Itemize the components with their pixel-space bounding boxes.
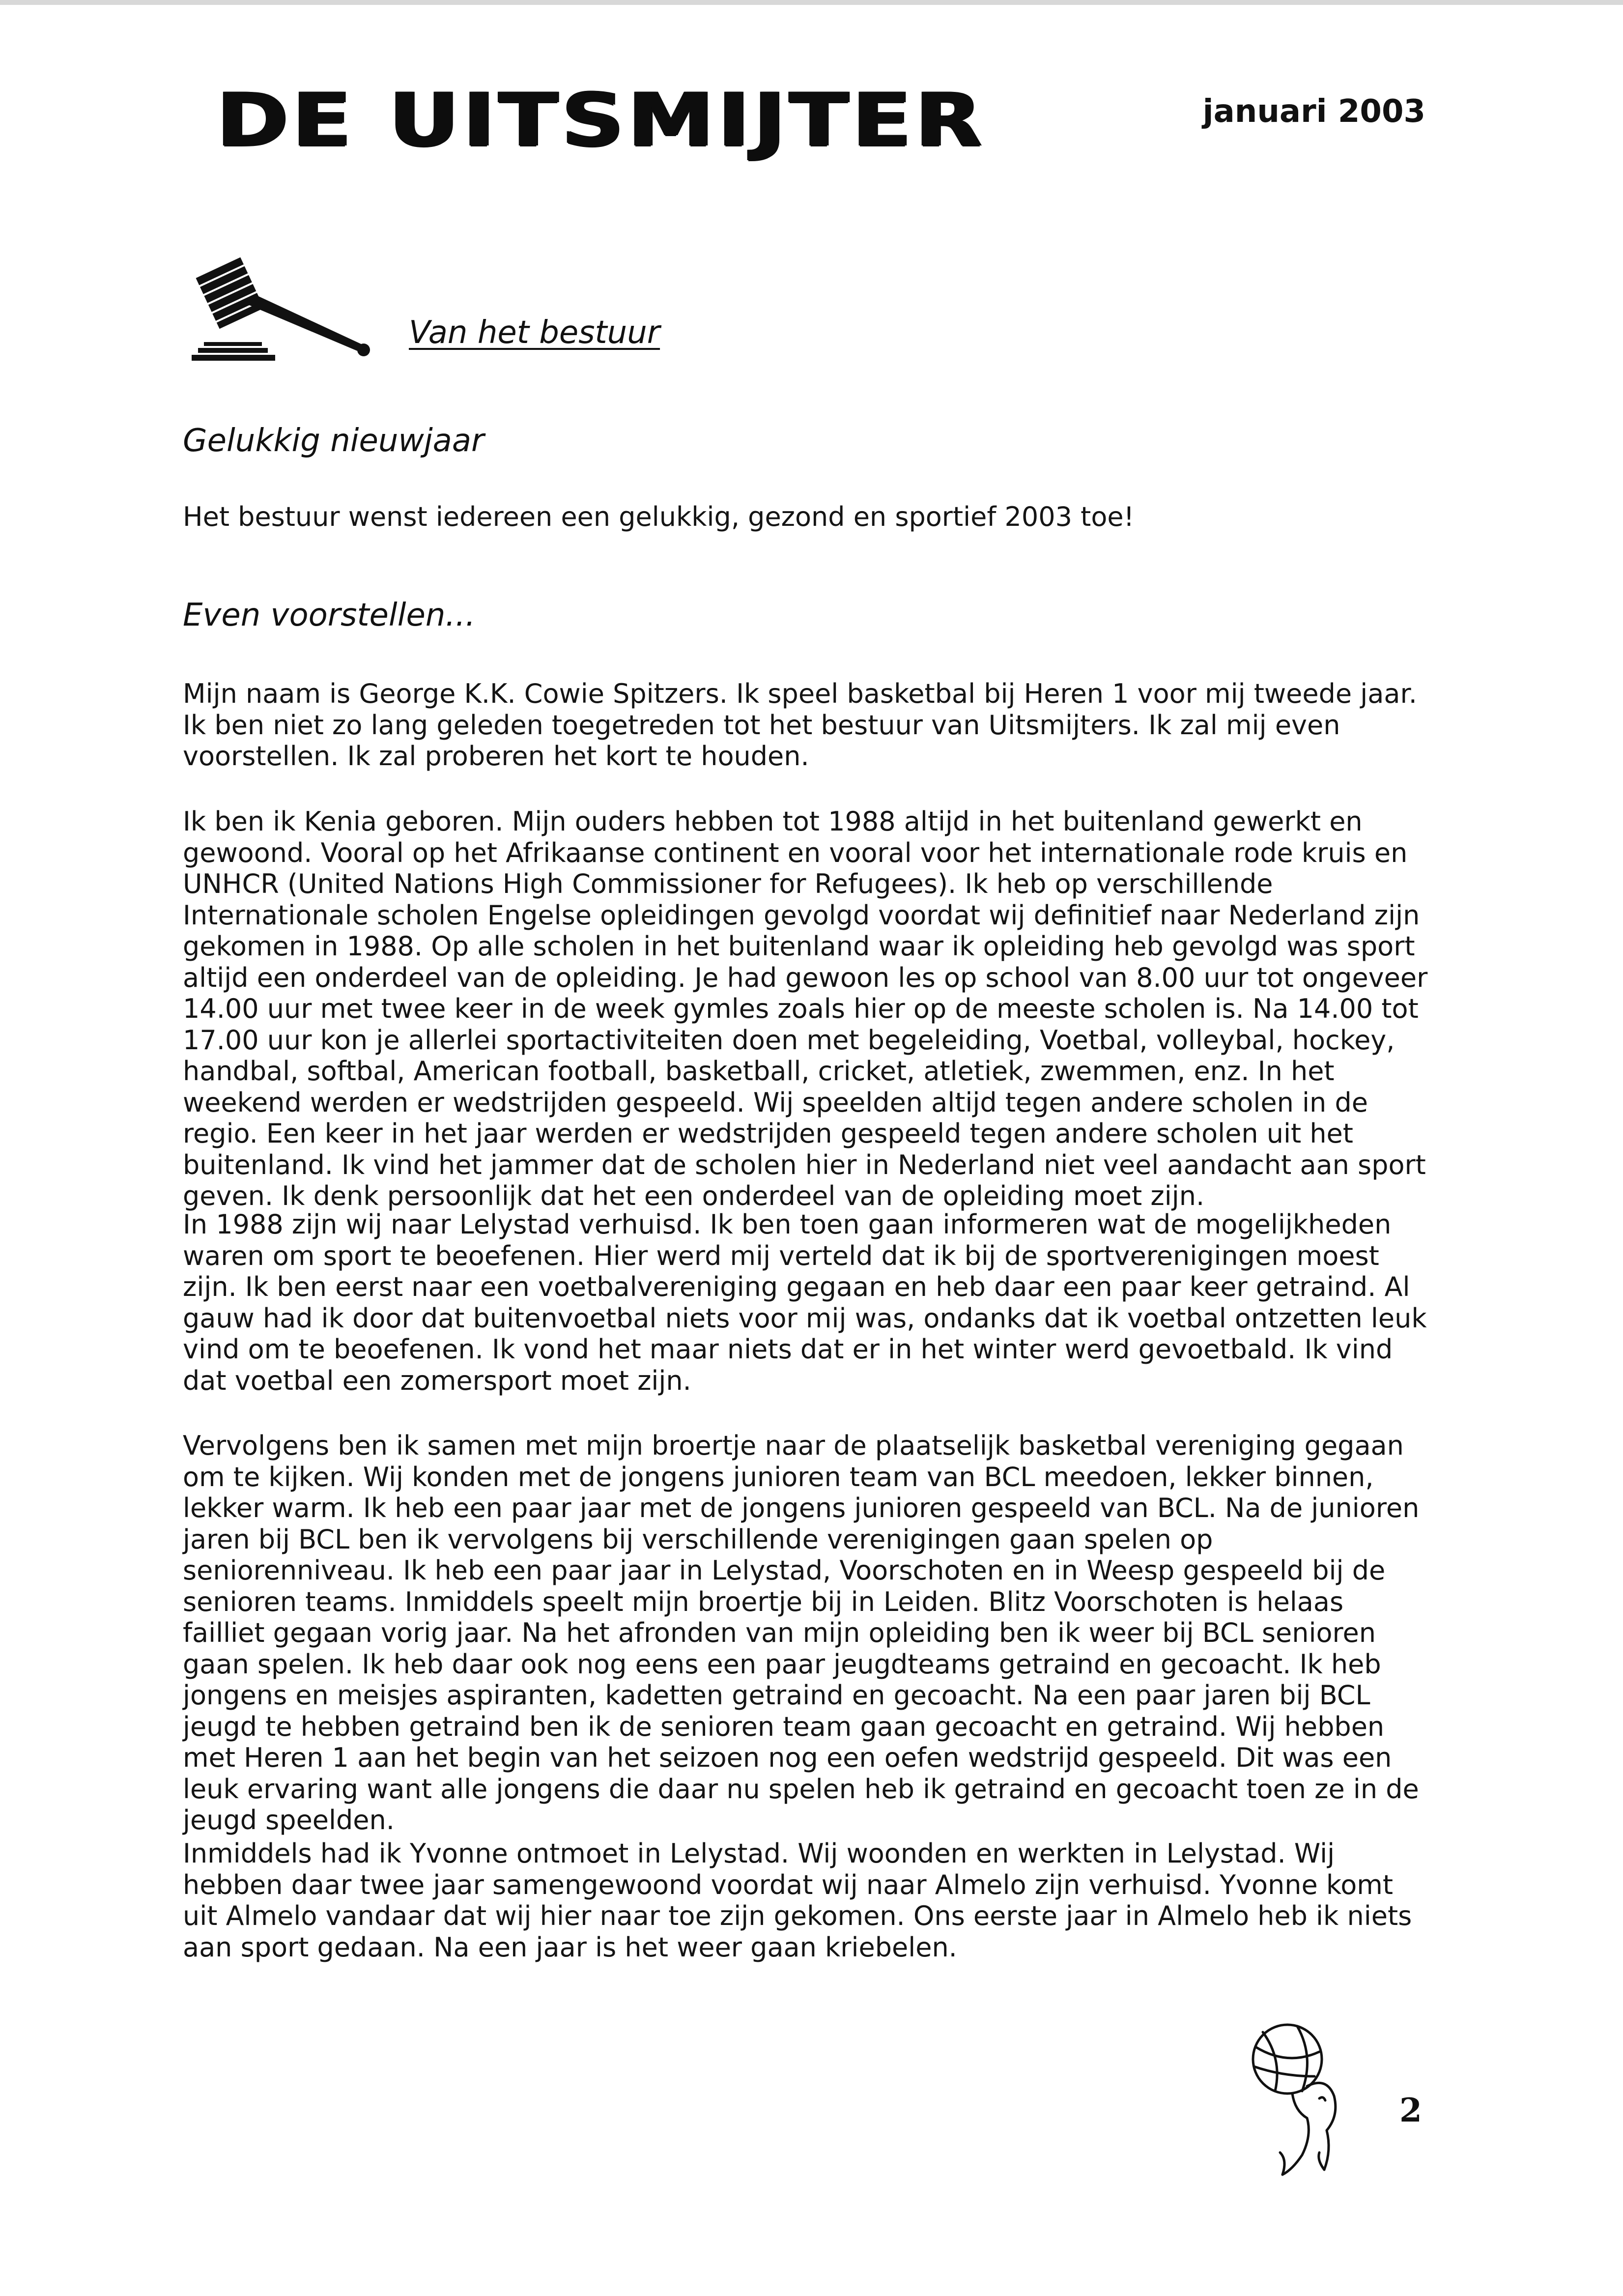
article-paragraph: Het bestuur wenst iedereen een gelukkig, gezond en sportief 2003 toe! <box>183 501 1135 532</box>
article-heading-new-year: Gelukkig nieuwjaar <box>183 423 484 459</box>
newsletter-masthead: DE UITSMIJTER <box>216 78 986 163</box>
article-heading-introduction: Even voorstellen... <box>183 597 476 633</box>
gavel-icon <box>189 246 396 369</box>
article-paragraph: Mijn naam is George K.K. Cowie Spitzers. Ik speel basketbal bij Heren 1 voor mij tweede jaar. Ik ben niet zo lang geleden toegetreden tot het bestuur van Uitsmijters. Ik zal mij even voorstellen. Ik zal proberen het kort te houden. <box>183 678 1417 772</box>
article-paragraph: Vervolgens ben ik samen met mijn broertje naar de plaatselijk basketbal vereniging gegaan om te kijken. Wij konden met de jongens junioren team van BCL meedoen, lekker binnen, lekker warm. Ik heb een paar jaar met de jongens junioren gespeeld van BCL. Na de junioren jaren bij BCL ben ik vervolgens bij verschillende verenigingen gaan spelen op seniorenniveau. Ik heb een paar jaar in Lelystad, Voorschoten en in Weesp gespeeld bij de senioren teams. Inmiddels speelt mijn broertje bij in Leiden. Blitz Voorschoten is helaas failliet gegaan vorig jaar. Na het afronden van mijn opleiding ben ik weer bij BCL senioren gaan spelen. Ik heb daar ook nog eens een paar jeugdteams getraind en gecoacht. Ik heb jongens en meisjes aspiranten, kadetten getraind en gecoacht. Na een paar jaren bij BCL jeugd te hebben getraind ben ik de senioren team gaan gecoacht en getraind. Wij hebben met Heren 1 aan het begin van het seizoen nog een oefen wedstrijd gespeeld. Dit was een leuk ervaring want alle jongens die daar nu spelen heb ik getraind en gecoacht toen ze in de jeugd speelden. <box>183 1430 1420 1836</box>
article-paragraph: Ik ben ik Kenia geboren. Mijn ouders hebben tot 1988 altijd in het buitenland gewerkt en gewoond. Vooral op het Afrikaanse continent en vooral voor het internationale rode kruis en UNHCR (United Nations High Commissioner for Refugees). Ik heb op verschillende Internationale scholen Engelse opleidingen gevolgd voordat wij definitief naar Nederland zijn gekomen in 1988. Op alle scholen in het buitenland waar ik opleiding heb gevolgd was sport altijd een onderdeel van de opleiding. Je had gewoon les op school van 8.00 uur tot ongeveer 14.00 uur met twee keer in de week gymles zoals hier op de meeste scholen is. Na 14.00 tot 17.00 uur kon je allerlei sportactiviteiten doen met begeleiding, Voetbal, volleybal, hockey, handbal, softbal, American football, basketball, cricket, atletiek, zwemmen, enz. In het weekend werden er wedstrijden gespeeld. Wij speelden altijd tegen andere scholen in de regio. Een keer in het jaar werden er wedstrijden gespeeld tegen andere scholen uit het buitenland. Ik vind het jammer dat de scholen hier in Nederland niet veel aandacht aan sport geven. Ik denk persoonlijk dat het een onderdeel van de opleiding moet zijn. <box>183 806 1428 1211</box>
basketball-mascot-icon <box>1233 2012 1381 2180</box>
article-paragraph: In 1988 zijn wij naar Lelystad verhuisd. Ik ben toen gaan informeren wat de mogelijkheden waren om sport te beoefenen. Hier werd mij verteld dat ik bij de sportverenigingen moest zijn. Ik ben eerst naar een voetbalvereniging gegaan en heb daar een paar keer getraind. Al gauw had ik door dat buitenvoetbal niets voor mij was, ondanks dat ik voetbal ontzetten leuk vind om te beoefenen. Ik vond het maar niets dat er in het winter werd gevoetbald. Ik vind dat voetbal een zomersport moet zijn. <box>183 1209 1427 1396</box>
article-paragraph: Inmiddels had ik Yvonne ontmoet in Lelystad. Wij woonden en werkten in Lelystad. Wij hebben daar twee jaar samengewoond voordat wij naar Almelo zijn verhuisd. Yvonne komt uit Almelo vandaar dat wij hier naar toe zijn gekomen. Ons eerste jaar in Almelo heb ik niets aan sport gedaan. Na een jaar is het weer gaan kriebelen. <box>183 1838 1412 1963</box>
page-number: 2 <box>1399 2091 1422 2129</box>
scan-edge <box>0 0 1623 5</box>
issue-date: januari 2003 <box>1202 93 1425 130</box>
section-title: Van het bestuur <box>409 315 660 351</box>
